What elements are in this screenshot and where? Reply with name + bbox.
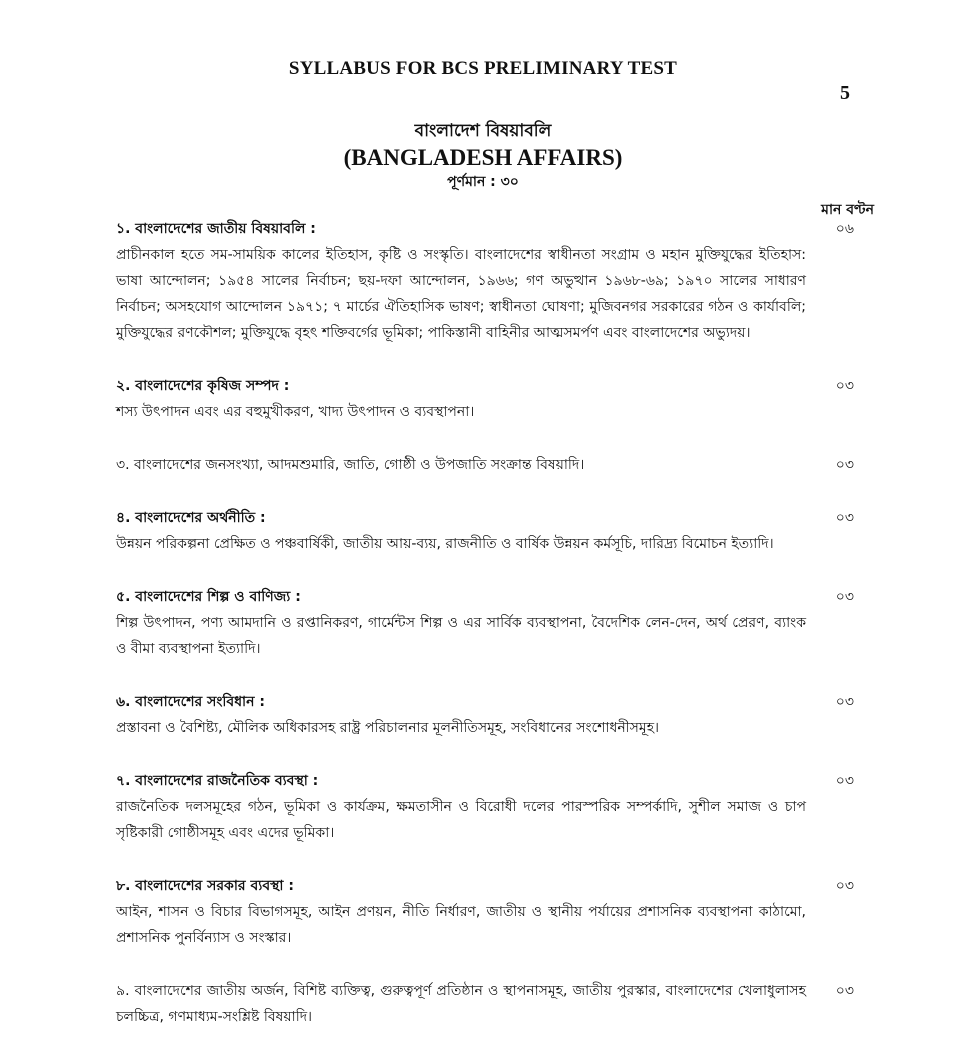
subject-title-english: (BANGLADESH AFFAIRS): [343, 145, 623, 170]
section-body: শিল্প উৎপাদন, পণ্য আমদানি ও রপ্তানিকরণ, গার্মেন্টস শিল্প ও এর সার্বিক ব্যবস্থাপনা, বৈদেশিক লেন-দেন, অর্থ প্রেরণ, ব্যাংক ও বীমা ব্যবস্থাপনা ইত্যাদি।: [116, 615, 806, 657]
subject-title-bengali: বাংলাদেশ বিষয়াবলি: [414, 121, 552, 141]
section-constitution: [116, 689, 876, 741]
section-heading: ৬. বাংলাদেশের সংবিধান :: [116, 694, 265, 710]
section-heading: ৫. বাংলাদেশের শিল্প ও বাণিজ্য :: [116, 589, 301, 605]
section-heading: ৪. বাংলাদেশের অর্থনীতি :: [116, 510, 266, 526]
syllabus-sections: [116, 216, 876, 1057]
section-political-system: [116, 768, 876, 846]
section-text: ৯. বাংলাদেশের জাতীয় অর্জন, বিশিষ্ট ব্যক্তিত্ব, গুরুত্বপূর্ণ প্রতিষ্ঠান ও স্থাপনাসমূহ, জাতীয় পুরস্কার, বাংলাদেশের খেলাধুলাসহ চলচ্চিত্র, গণমাধ্যম-সংশ্লিষ্ট বিষয়াদি।: [116, 983, 806, 1025]
section-body: প্রাচীনকাল হতে সম-সাময়িক কালের ইতিহাস, কৃষ্টি ও সংস্কৃতি। বাংলাদেশের স্বাধীনতা সংগ্রাম ও মহান মুক্তিযুদ্ধের ইতিহাস: ভাষা আন্দোলন; ১৯৫৪ সালের নির্বাচন; ছয়-দফা আন্দোলন, ১৯৬৬; গণ অভুত্থান ১৯৬৮-৬৯; ১৯৭০ সালের সাধারণ নির্বাচন; অসহযোগ আন্দোলন ১৯৭১; ৭ মার্চের ঐতিহাসিক ভাষণ; স্বাধীনতা ঘোষণা; মুজিবনগর সরকারের গঠন ও কার্যাবলি; মুক্তিযুদ্ধের রণকৌশল; মুক্তিযুদ্ধে বৃহৎ শক্তিবর্গের ভূমিকা; পাকিস্তানী বাহিনীর আত্মসমর্পণ এবং বাংলাদেশের অভ্যুদয়।: [116, 247, 806, 341]
section-marks: ০৩: [835, 589, 854, 605]
page-number: 5: [840, 82, 850, 104]
full-marks: পূর্ণমান : ৩০: [447, 174, 519, 190]
section-marks: ০৩: [835, 694, 854, 710]
section-government-system: [116, 873, 876, 951]
section-heading: ৮. বাংলাদেশের সরকার ব্যবস্থা :: [116, 878, 294, 894]
section-body: প্রস্তাবনা ও বৈশিষ্ট্য, মৌলিক অধিকারসহ রাষ্ট্র পরিচালনার মূলনীতিসমূহ, সংবিধানের সংশোধনীসমূহ।: [116, 720, 660, 736]
section-heading: ১. বাংলাদেশের জাতীয় বিষয়াবলি :: [116, 221, 316, 237]
section-national-achievements: [116, 978, 876, 1030]
section-economy: [116, 505, 876, 557]
section-industry-trade: [116, 584, 876, 662]
document-header: SYLLABUS FOR BCS PRELIMINARY TEST: [288, 58, 678, 79]
section-marks: ০৩: [835, 878, 854, 894]
section-population: [116, 452, 876, 478]
section-heading: ২. বাংলাদেশের কৃষিজ সম্পদ :: [116, 378, 290, 394]
subject-title-block: [0, 118, 966, 192]
section-marks: ০৩: [835, 773, 854, 789]
section-marks: ০৬: [835, 221, 854, 237]
section-body: উন্নয়ন পরিকল্পনা প্রেক্ষিত ও পঞ্চবার্ষিকী, জাতীয় আয়-ব্যয়, রাজনীতি ও বার্ষিক উন্নয়ন কর্মসূচি, দারিদ্র্য বিমোচন ইত্যাদি।: [116, 536, 774, 552]
section-marks: ০৩: [835, 983, 854, 999]
section-marks: ০৩: [835, 378, 854, 394]
section-national-affairs: [116, 216, 876, 346]
section-heading: ৭. বাংলাদেশের রাজনৈতিক ব্যবস্থা :: [116, 773, 319, 789]
section-text: ৩. বাংলাদেশের জনসংখ্যা, আদমশুমারি, জাতি, গোষ্ঠী ও উপজাতি সংক্রান্ত বিষয়াদি।: [116, 457, 585, 473]
section-marks: ০৩: [835, 457, 854, 473]
marks-distribution-header: মান বণ্টন: [821, 202, 874, 218]
section-agriculture: [116, 373, 876, 425]
section-body: রাজনৈতিক দলসমূহের গঠন, ভূমিকা ও কার্যক্রম, ক্ষমতাসীন ও বিরোধী দলের পারস্পরিক সম্পর্কাদি, সুশীল সমাজ ও চাপ সৃষ্টিকারী গোষ্ঠীসমূহ এবং এদের ভূমিকা।: [116, 799, 806, 841]
section-marks: ০৩: [835, 510, 854, 526]
section-body: শস্য উৎপাদন এবং এর বহুমুখীকরণ, খাদ্য উৎপাদন ও ব্যবস্থাপনা।: [116, 404, 475, 420]
section-body: আইন, শাসন ও বিচার বিভাগসমূহ, আইন প্রণয়ন, নীতি নির্ধারণ, জাতীয় ও স্থানীয় পর্যায়ের প্রশাসনিক ব্যবস্থাপনা কাঠামো, প্রশাসনিক পুনর্বিন্যাস ও সংস্কার।: [116, 904, 806, 946]
